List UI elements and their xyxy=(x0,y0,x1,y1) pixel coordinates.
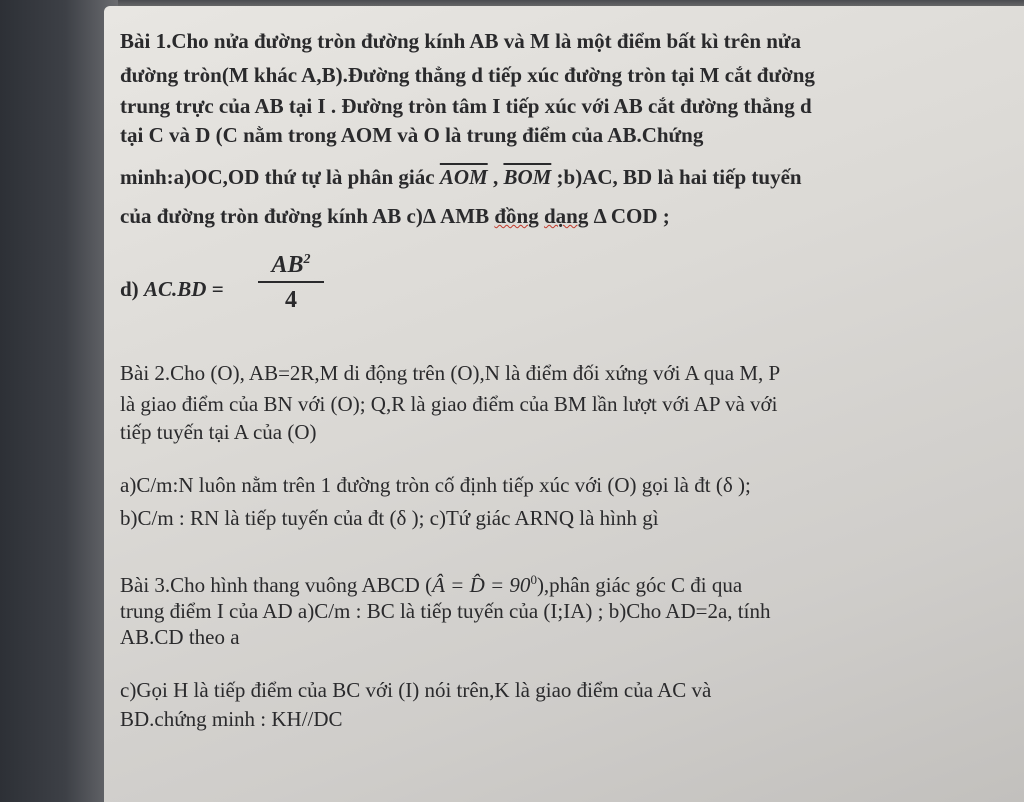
bai1-line-5-tail: ;b)AC, BD là hai tiếp tuyến xyxy=(551,165,802,189)
angle-aom: $\overline{AOM}$ xyxy=(439,165,488,189)
bai1-line-6-text: của đường tròn đường kính AB c)Δ AMB xyxy=(120,204,495,228)
bai1-line-5-text: minh:a)OC,OD thứ tự là phân giác xyxy=(120,165,440,189)
bai3-degree-exponent: 0 xyxy=(530,572,537,587)
bai1-line-5 xyxy=(120,164,802,190)
bai2-line-5: b)C/m : RN là tiếp tuyến của đt (δ ); c)Tứ giác ARNQ là hình gì xyxy=(120,506,659,530)
bai3-line-1 xyxy=(120,567,742,598)
bai3-line-1-tail: ),phân giác góc C đi qua xyxy=(536,573,743,597)
bai2-line-4: a)C/m:N luôn nằm trên 1 đường tròn cố định tiếp xúc với (O) gọi là đt (δ ); xyxy=(120,473,751,497)
bai1-line-6 xyxy=(120,203,670,229)
fraction-denominator: 4 xyxy=(285,287,297,313)
bai1-line-7 xyxy=(120,276,224,302)
angle-bom: $\overline{BOM}$ xyxy=(503,165,552,189)
fraction-exponent: 2 xyxy=(303,252,311,267)
bai3-angle-condition: Â = D̂ = 90 xyxy=(432,573,531,597)
bai1-line-1: Bài 1.Cho nửa đường tròn đường kính AB và M là một điểm bất kì trên nửa xyxy=(120,29,802,53)
bai3-line-2: trung điểm I của AD a)C/m : BC là tiếp tuyến của (I;IA) ; b)Cho AD=2a, tính xyxy=(120,599,771,623)
bai1-line-2: đường tròn(M khác A,B).Đường thẳng d tiếp xúc đường tròn tại M cắt đường xyxy=(120,63,815,87)
bai2-line-3: tiếp tuyến tại A của (O) xyxy=(120,420,317,444)
bai1-line-4: tại C và D (C nằm trong AOM và O là trung điểm của AB.Chứng xyxy=(120,123,704,147)
spellcheck-word-dang: dạng xyxy=(543,204,589,228)
bai1-line-6-tail: Δ COD ; xyxy=(588,204,670,228)
formula-fraction xyxy=(258,252,324,314)
bai3-line-5: BD.chứng minh : KH//DC xyxy=(120,707,343,731)
spellcheck-word-dong: đồng xyxy=(494,204,539,228)
bai3-line-1-text: Bài 3.Cho hình thang vuông ABCD ( xyxy=(120,573,433,597)
fraction-numerator xyxy=(258,252,324,283)
fraction-numerator-base: AB xyxy=(271,252,304,278)
bai2-line-1: Bài 2.Cho (O), AB=2R,M di động trên (O),N là điểm đối xứng với A qua M, P xyxy=(120,361,781,385)
bai2-line-2: là giao điểm của BN với (O); Q,R là giao điểm của BM lần lượt với AP và với xyxy=(120,392,778,416)
monitor-bezel-left xyxy=(0,0,118,802)
bai3-line-4: c)Gọi H là tiếp điểm của BC với (I) nói trên,K là giao điểm của AC và xyxy=(120,678,712,702)
bai1-line-3: trung trực của AB tại I . Đường tròn tâm I tiếp xúc với AB cắt đường thẳng d xyxy=(120,94,812,118)
part-d-label: d) xyxy=(120,277,144,301)
formula-lhs: AC.BD = xyxy=(143,277,224,301)
angle-separator: , xyxy=(487,165,504,189)
bai3-line-3: AB.CD theo a xyxy=(120,625,240,649)
